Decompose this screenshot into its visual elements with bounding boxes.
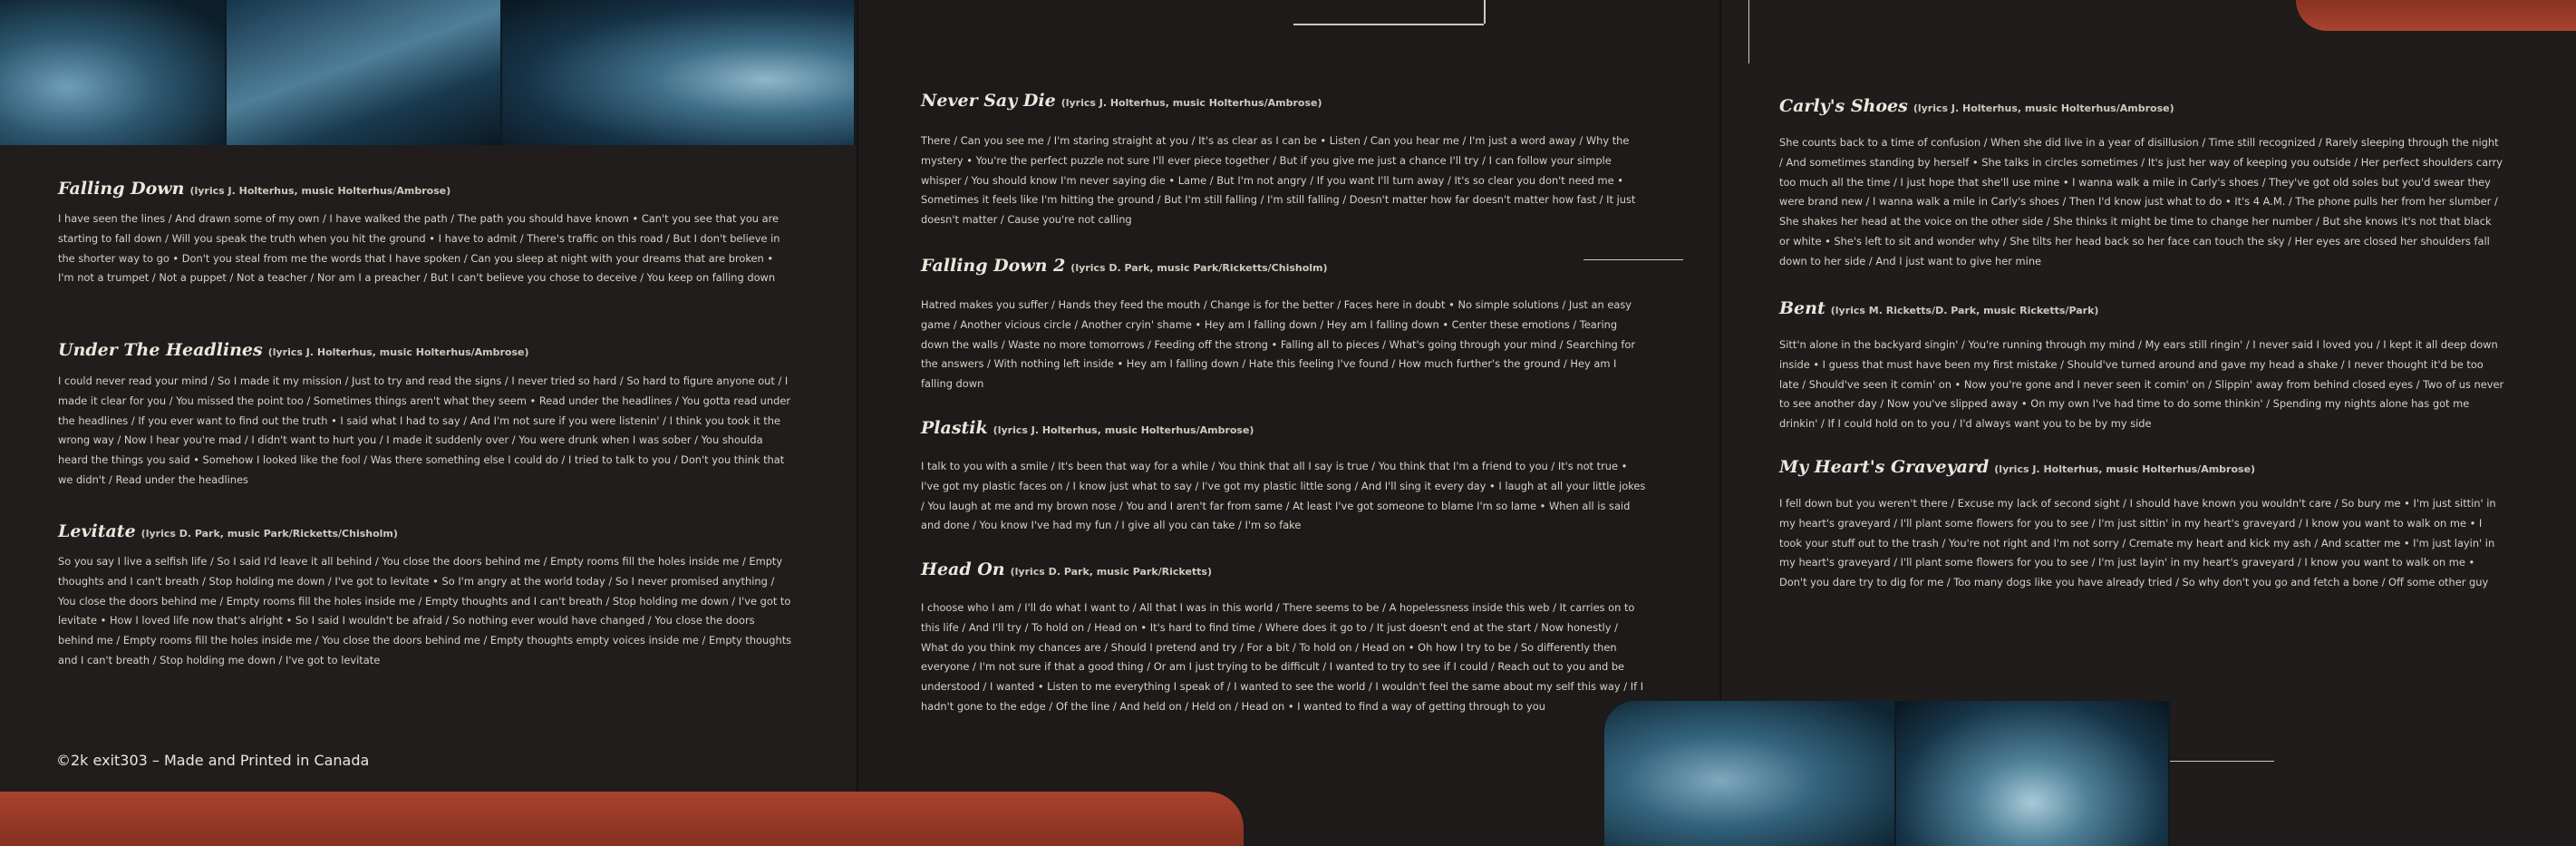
accent-band: [2296, 0, 2576, 31]
live-photo-crowd: [1604, 701, 1896, 846]
song-title: Plastik (lyrics J. Holterhus, music Holterhus/Ambrose): [921, 418, 1254, 438]
decorative-line: [1748, 0, 1749, 63]
song-lyrics: I fell down but you weren't there / Excuse my lack of second sight / I should have known you wouldn't care / So bury me • I'm just sittin' in my heart's graveyard / I'll plant some flowers for you to see / I'm just sittin' in my heart's graveyard / I know you want to walk on me • I took your stuff out to the trash / You're not right and I'm not sorry / Cremate my heart and kick my ash / And scatter me • I'm just layin' in my heart's graveyard / I'll plant some flowers for you to see / I'm just layin' in my heart's graveyard / I know you want to walk on me • Don't you dare try to dig for me / Too many dogs like you have already tried / So why don't you go and fetch a bone / Off some other guy: [1779, 497, 2496, 589]
band-photo-drummer: [0, 0, 227, 145]
song-title: Falling Down 2 (lyrics D. Park, music Park/Ricketts/Chisholm): [921, 256, 1328, 276]
left-panel: [0, 0, 857, 846]
accent-band: [0, 792, 1244, 846]
band-photo-keyboard: [227, 0, 502, 145]
song-lyrics: She counts back to a time of confusion / When she did live in a year of disillusion / Time still recognized / Rarely sleeping through the night / And sometimes standing by herself • She talks in circles sometimes / It's just her way of keeping you outside / Her perfect shoulders carry too much all the time / I just hope that she'll use mine • I wanna walk a mile in Carly's shoes / They've got old soles but you'd swear they were brand new / I wanna walk a mile in Carly's shoes / Then I'd know just what to do • It's 4 A.M. / The phone pulls her from her slumber / She shakes her head at the voice on the other side / She thinks it might be time to change her number / But she knows it's not that black or white • She's left to sit and wonder why / She tilts her head back so her face can touch the sky / Her eyes are closed her shoulders fall down to her side / And I just want to give her mine: [1779, 136, 2503, 267]
song-title: My Heart's Graveyard (lyrics J. Holterhus, music Holterhus/Ambrose): [1779, 457, 2256, 477]
decorative-line: [1484, 0, 1486, 24]
song-lyrics: I talk to you with a smile / It's been that way for a while / You think that all I say is true / You think that I'm a friend to you / It's not true • I've got my plastic faces on / I know just what to say / I've got my plastic little song / And I'll sing it every day • I laugh at all your little jokes / You laugh at me and my brown nose / You and I aren't far from same / At least I've got someone to blame I'm so lame • When all is said and done / You know I've had my fun / I give all you can take / I'm so fake: [921, 460, 1646, 532]
song-title: Never Say Die (lyrics J. Holterhus, music Holterhus/Ambrose): [921, 91, 1322, 111]
song-title: Bent (lyrics M. Ricketts/D. Park, music Ricketts/Park): [1779, 298, 2099, 318]
middle-panel: [857, 0, 1721, 846]
live-photo-stage: [1896, 701, 2170, 846]
song-lyrics: I have seen the lines / And drawn some of my own / I have walked the path / The path you should have known • Can't you see that you are starting to fall down / Will you speak the truth when you hit the ground • I have to admit / There's traffic on this road / But I don't believe in the shorter way to go • Don't you steal from me the words that I have spoken / Can you sleep at night with your dreams that are broken • I'm not a trumpet / Not a puppet / Not a teacher / Nor am I a preacher / But I can't believe you chose to deceive / You keep on falling down: [58, 212, 780, 285]
song-title: Carly's Shoes (lyrics J. Holterhus, music Holterhus/Ambrose): [1779, 96, 2174, 116]
song-title: Falling Down (lyrics J. Holterhus, music Holterhus/Ambrose): [58, 179, 451, 199]
song-lyrics: I choose who I am / I'll do what I want to / All that I was in this world / There seems to be / A hopelessness inside this web / It carries on to this life / And I'll try / To hold on / Head on • It's hard to find time / Where does it go to / It just doesn't end at the start / Now honestly / What do you think my chances are / Should I pretend and try / For a bit / To hold on / Head on • Oh how I try to be / So differently then everyone / I'm not sure if that a good thing / Or am I just trying to be difficult / I wanted to try to see if I could / Reach out to you and be understood / I wanted • Listen to me everything I speak of / I wanted to see the world / I wouldn't feel the same about my self this way / If I hadn't gone to the edge / Of the line / And held on / Held on / Head on • I wanted to find a way of getting through to you: [921, 601, 1644, 713]
song-title: Under The Headlines (lyrics J. Holterhus, music Holterhus/Ambrose): [58, 340, 529, 360]
band-photo-guitarist: [502, 0, 856, 145]
song-title: Head On (lyrics D. Park, music Park/Ricketts): [921, 559, 1213, 579]
copyright-footer: ©2k exit303 – Made and Printed in Canada: [56, 752, 370, 769]
song-lyrics: I could never read your mind / So I made it my mission / Just to try and read the signs / I never tried so hard / So hard to figure anyone out / I made it clear for you / You missed the point too / Sometimes things aren't what they seem • Read under the headlines / You gotta read under the headlines / If you ever want to find out the truth • I said what I had to say / And I'm not sure if you were listenin' / I think you took it the wrong way / Now I hear you're mad / I didn't want to hurt you / I made it suddenly over / You were drunk when I was sober / You shoulda heard the things you said • Somehow I looked like the fool / Was there something else I could do / I tried to talk to you / Don't you think that we didn't / Read under the headlines: [58, 374, 791, 486]
decorative-line: [1293, 24, 1484, 25]
decorative-line: [1583, 259, 1683, 260]
song-lyrics: There / Can you see me / I'm staring straight at you / It's as clear as I can be • Listen / Can you hear me / I'm just a word away / Why the mystery • You're the perfect puzzle not sure I'll ever piece together / But if you give me just a chance I'll try / I can follow your simple whisper / You should know I'm never saying die • Lame / But I'm not angry / If you want I'll turn away / It's so clear you don't need me • Sometimes it feels like I'm hitting the ground / But I'm still falling / I'm still falling / Doesn't matter how far doesn't matter how fast / It just doesn't matter / Cause you're not calling: [921, 134, 1636, 227]
song-lyrics: Hatred makes you suffer / Hands they feed the mouth / Change is for the better / Faces here in doubt • No simple solutions / Just an easy game / Another vicious circle / Another cryin' shame • Hey am I falling down / Hey am I falling down • Center these emotions / Tearing down the walls / Waste no more tomorrows / Feeding off the strong • Falling all to pieces / What's going through your mind / Searching for the answers / With nothing left inside • Hey am I falling down / Hate this feeling I've found / How much further's the ground / Hey am I falling down: [921, 298, 1636, 391]
song-lyrics: Sitt'n alone in the backyard singin' / You're running through my mind / My ears still ringin' / I never said I loved you / I kept it all deep down inside • I guess that must have been my first mistake / Should've turned around and gave my head a shake / I never thought it'd be too late / Should've seen it comin' on • Now you're gone and I never seen it comin' on / Slippin' away from behind closed eyes / Two of us never to see another day / Now you've slipped away • On my own I've had time to do some thinkin' / Spending my nights alone has got me drinkin' / If I could hold on to you / I'd always want you to be by my side: [1779, 338, 2504, 431]
song-lyrics: So you say I live a selfish life / So I said I'd leave it all behind / You close the doors behind me / Empty rooms fill the holes inside me / Empty thoughts and I can't breath / Stop holding me down / I've got to levitate • So I'm angry at the world today / So I never promised anything / You close the doors behind me / Empty rooms fill the holes inside me / Empty thoughts and I can't breath / Stop holding me down / I've got to levitate • How I loved life now that's alright • So I said I wouldn't be afraid / So nothing ever would have changed / You close the doors behind me / Empty rooms fill the holes inside me / You close the doors behind me / Empty thoughts empty voices inside me / Empty thoughts and I can't breath / Stop holding me down / I've got to levitate: [58, 555, 792, 666]
song-title: Levitate (lyrics D. Park, music Park/Ricketts/Chisholm): [58, 521, 398, 541]
